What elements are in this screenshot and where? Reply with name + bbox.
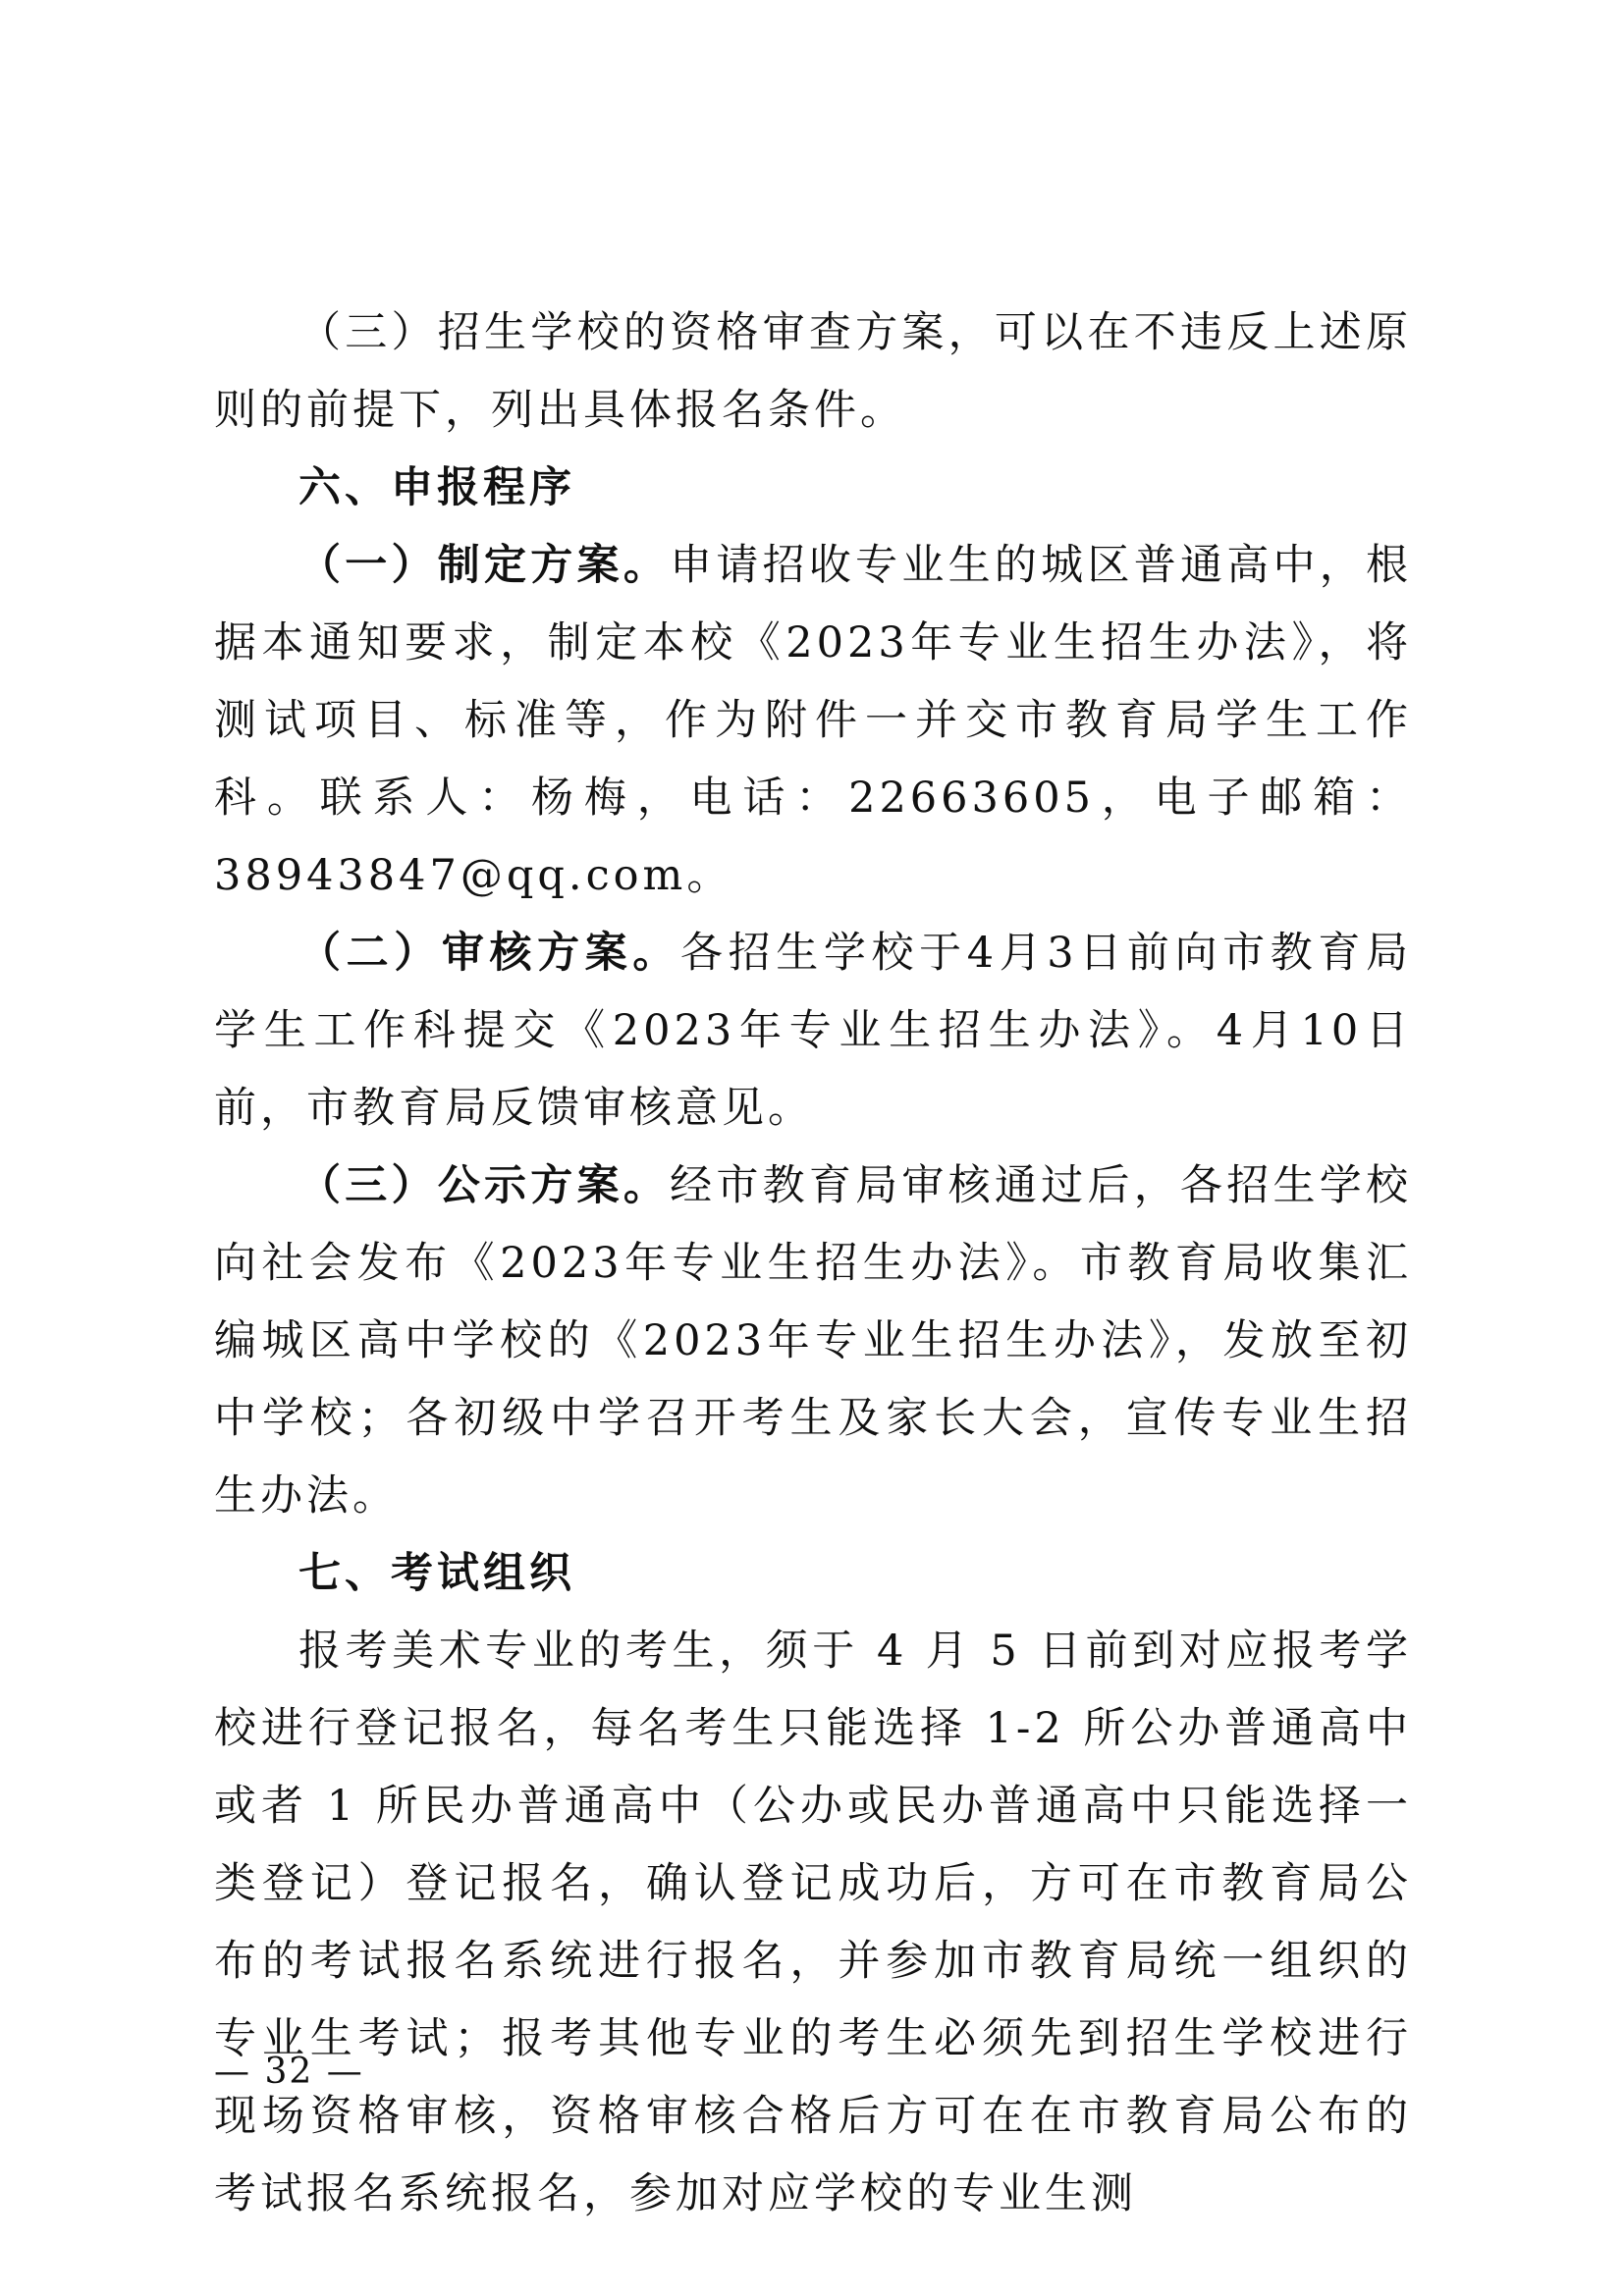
paragraph-lead: （三）公示方案。 [298,1161,671,1210]
paragraph-text: （三）招生学校的资格审查方案，可以在不违反上述原则的前提下，列出具体报名条件。 [214,308,1412,435]
paragraph-text: 报考美术专业的考生，须于 4 月 5 日前到对应报考学校进行登记报名，每名考生只能选择 1-2 所公办普通高中或者 1 所民办普通高中（公办或民办普通高中只能选择一类登记）登记报名，确认登记成功后，方可在市教育局公布的考试报名系统进行报名，并参加市教育局统一组织的专业生考试；报考其他专业的考生必须先到招生学校进行现场资格审核，资格审核合格后方可在在市教育局公布的考试报名系统报名，参加对应学校的专业生测 [214,1627,1412,2218]
paragraph-eligibility-review [214,294,1412,450]
paragraph-lead: （二）审核方案。 [298,929,680,978]
paragraph-review-plan [214,915,1412,1148]
paragraph-publicize-plan [214,1148,1412,1535]
paragraph-lead: （一）制定方案。 [298,541,671,590]
paragraph-text: 经市教育局审核通过后，各招生学校向社会发布《2023年专业生招生办法》。市教育局收集汇编城区高中学校的《2023年专业生招生办法》，发放至初中学校；各初级中学召开考生及家长大会，宣传专业生招生办法。 [214,1161,1413,1521]
paragraph-formulate-plan [214,527,1412,915]
document-body [214,294,1412,2233]
paragraph-text: 各招生学校于4月3日前向市教育局学生工作科提交《2023年专业生招生办法》。4月10日前，市教育局反馈审核意见。 [214,929,1412,1133]
page-number: — 32 — [214,2052,364,2092]
paragraph-text: 申请招收专业生的城区普通高中，根据本通知要求，制定本校《2023年专业生招生办法》，将测试项目、标准等，作为附件一并交市教育局学生工作科。联系人：杨梅，电话：22663605，电子邮箱：38943847@qq.com。 [214,541,1413,900]
section-heading-application-procedure: 六、申报程序 [298,463,575,512]
paragraph-exam-registration [214,1613,1412,2233]
section-heading-exam-organization: 七、考试组织 [298,1549,575,1598]
